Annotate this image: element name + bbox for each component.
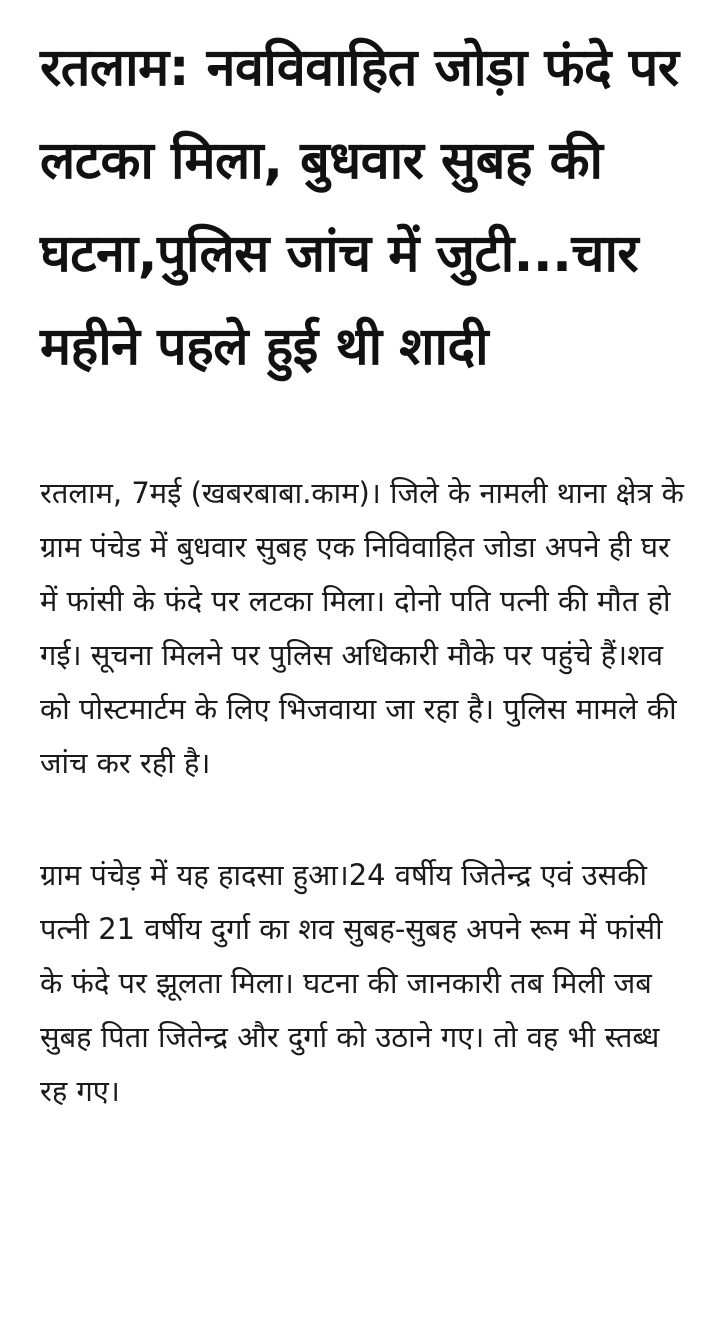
article-paragraph-1: रतलाम, 7मई (खबरबाबा.काम)। जिले के नामली थाना क्षेत्र के ग्राम पंचेड में बुधवार सुबह एक निविवाहित जोडा अपने ही घर में फांसी के फंदे पर लटका मिला। दोनो पति पत्नी की मौत हो गई। सूचना मिलने पर पुलिस अधिकारी मौके पर पहुंचे हैं।शव को पोस्टमार्टम के लिए भिजवाया जा रहा है। पुलिस मामले की जांच कर रही है। (40, 476, 684, 780)
article-paragraph-2: ग्राम पंचेड़ में यह हादसा हुआ।24 वर्षीय जितेन्द्र एवं उसकी पत्नी 21 वर्षीय दुर्गा का शव सुबह-सुबह अपने रूम में फांसी के फंदे पर झूलता मिला। घटना की जानकारी तब मिली जब सुबह पिता जितेन्द्र और दुर्गा को उठाने गए। तो वह भी स्तब्ध रह गए। (40, 858, 663, 1108)
article-headline: रतलाम: नवविवाहित जोड़ा फंदे पर लटका मिला, बुधवार सुबह की घटना,पुलिस जांच में जुटी...चार महीने पहले हुई थी शादी (40, 38, 679, 377)
news-article (40, 22, 690, 1118)
